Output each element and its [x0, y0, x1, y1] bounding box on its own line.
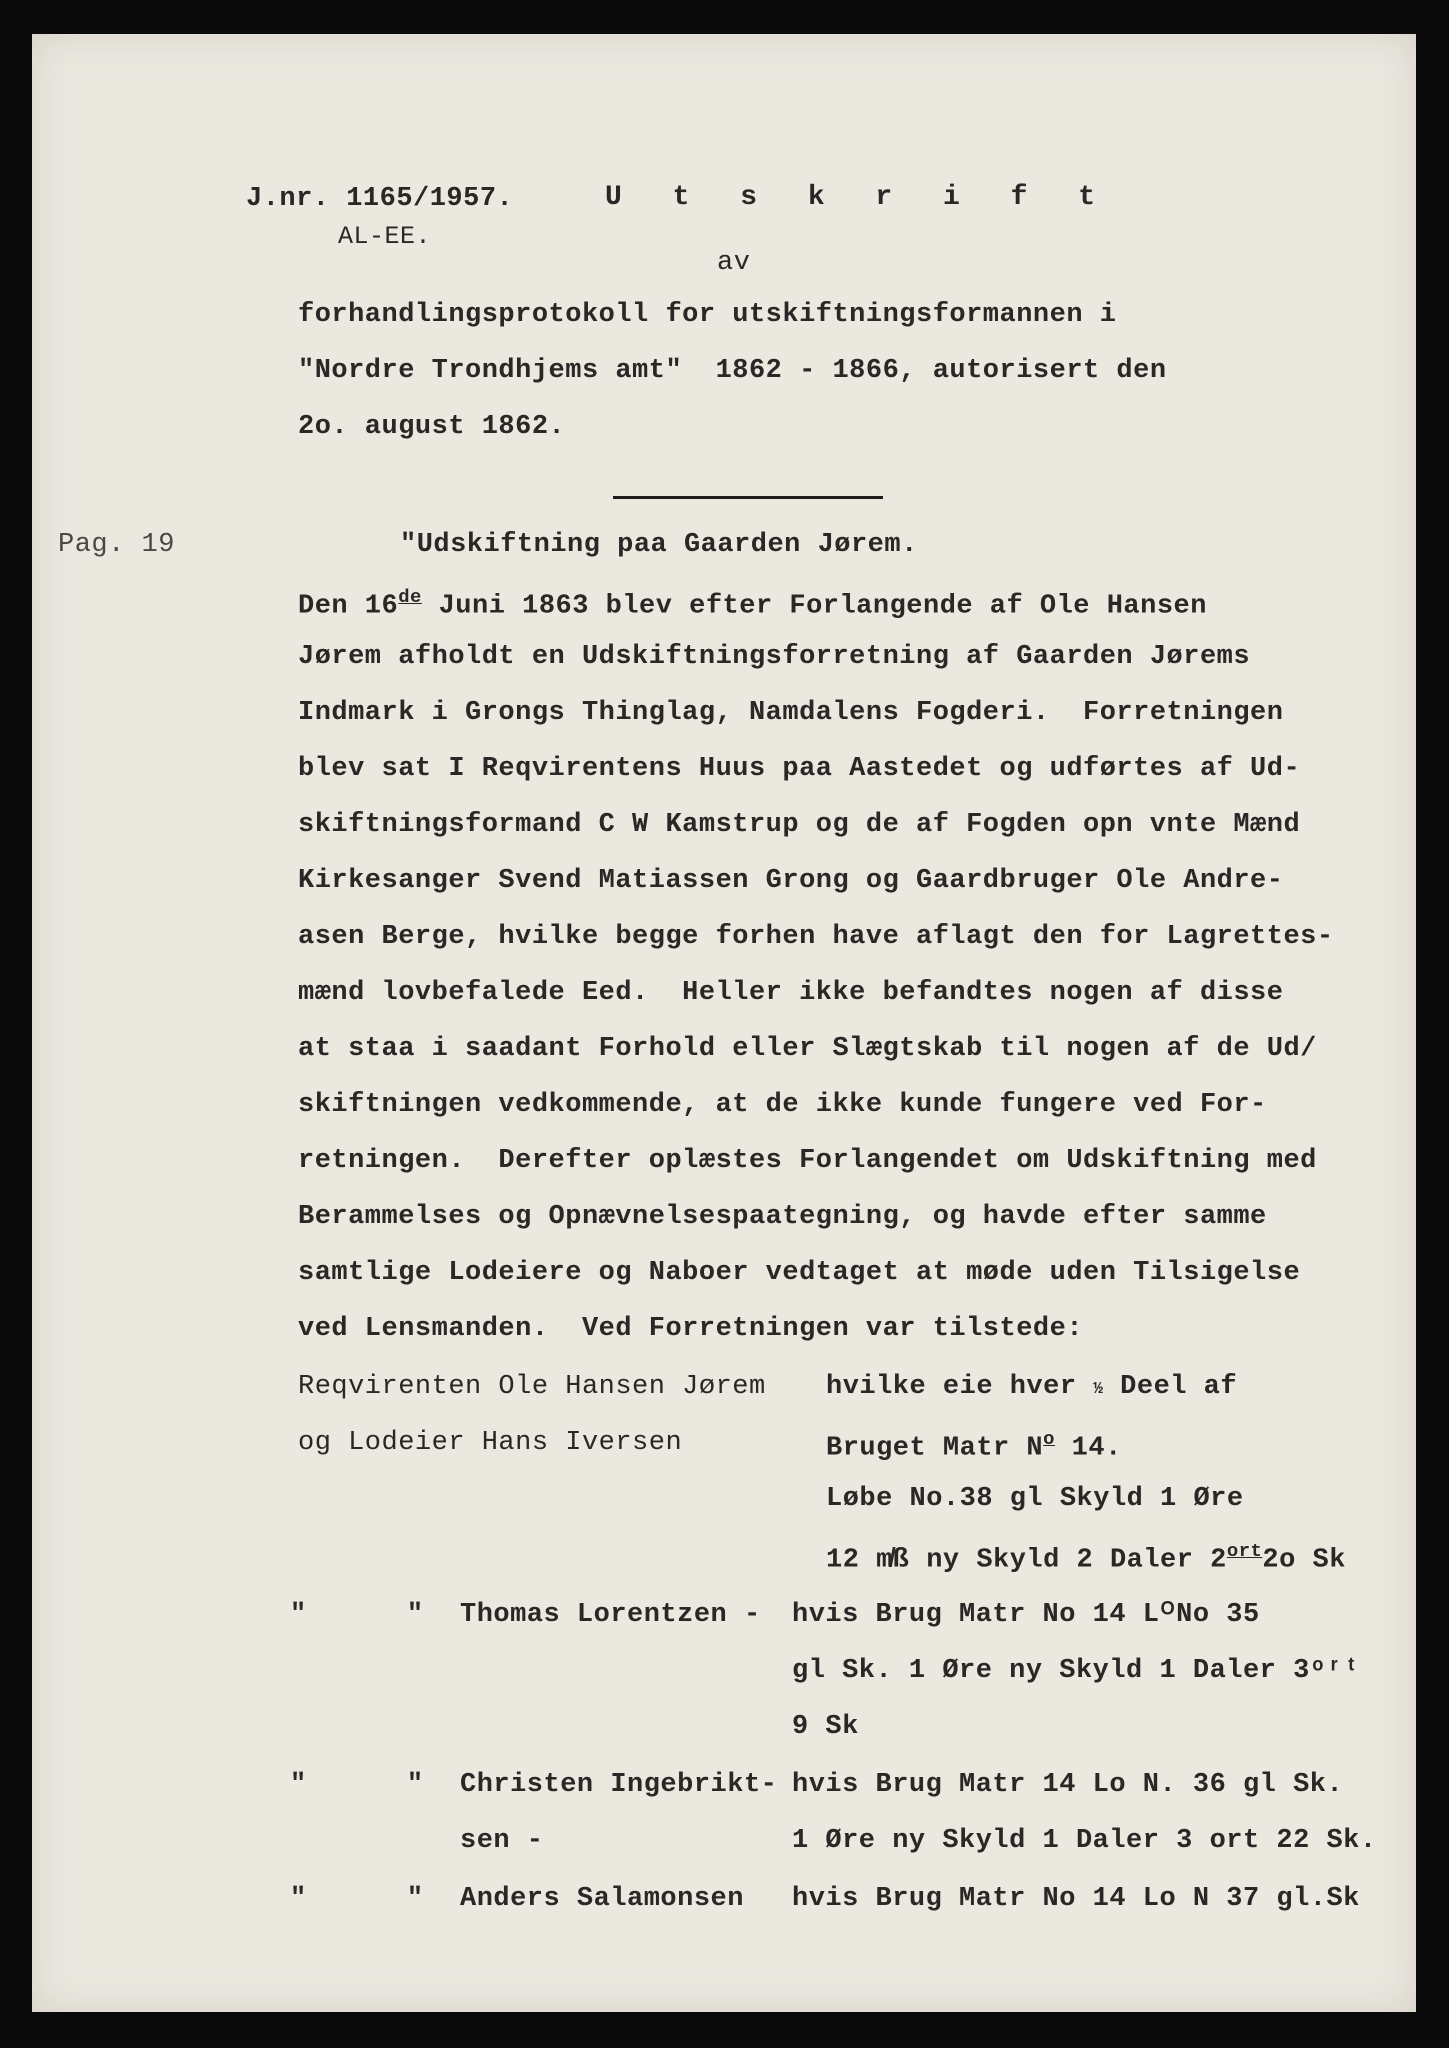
header-line-2: "Nordre Trondhjems amt" 1862 - 1866, autorisert den — [298, 356, 1167, 386]
body-line: Kirkesanger Svend Matiassen Grong og Gaardbruger Ole Andre- — [298, 866, 1284, 896]
body-line: skiftningsformand C W Kamstrup og de af Fogden opn vnte Mænd — [298, 810, 1301, 840]
document-title: U t s k r i f t — [605, 182, 1113, 213]
entry-detail: Løbe No.38 gl Skyld 1 Øre — [826, 1484, 1244, 1514]
entry-detail: hvis Brug Matr 14 Lo N. 36 gl Sk. — [792, 1770, 1344, 1800]
section-heading: "Udskiftning paa Gaarden Jørem. — [400, 530, 918, 560]
ditto-marks: " " — [290, 1600, 424, 1630]
journal-number: J.nr. 1165/1957. — [246, 184, 514, 214]
entry-detail: 9 Sk — [792, 1712, 859, 1742]
body-line: Jørem afholdt en Udskiftningsforretning af Gaarden Jørems — [298, 642, 1251, 672]
body-line: Berammelses og Opnævnelsespaategning, og havde efter samme — [298, 1202, 1267, 1232]
entry-party: Christen Ingebrikt- — [460, 1770, 778, 1800]
title-av: av — [717, 248, 751, 278]
body-line: samtlige Lodeiere og Naboer vedtaget at møde uden Tilsigelse — [298, 1258, 1301, 1288]
entry-detail: Bruget Matr $N^o$ 14. — [826, 1428, 1122, 1464]
signature-code: AL-EE. — [338, 222, 432, 251]
separator-rule — [613, 496, 883, 499]
entry-detail: hvis Brug Matr No 14 LᴼNo 35 — [792, 1600, 1260, 1630]
body-line: ved Lensmanden. Ved Forretningen var tilstede: — [298, 1314, 1084, 1344]
body-line: skiftningen vedkommende, at de ikke kunde fungere ved For- — [298, 1090, 1267, 1120]
entry-detail: gl Sk. 1 Øre ny Skyld 1 Daler 3ᵒʳᵗ — [792, 1656, 1360, 1686]
body-line: mænd lovbefalede Eed. Heller ikke befandtes nogen af disse — [298, 978, 1284, 1008]
entry-detail: 12 m̸ß ny Skyld 2 Daler $2^{ort}2o$ Sk — [826, 1540, 1346, 1576]
body-line: retningen. Derefter oplæstes Forlangendet om Udskiftning med — [298, 1146, 1317, 1176]
ditto-marks: " " — [290, 1884, 424, 1914]
body-line: Indmark i Grongs Thinglag, Namdalens Fogderi. Forretningen — [298, 698, 1284, 728]
margin-page-note: Pag. 19 — [58, 530, 175, 560]
entry-detail: hvis Brug Matr No 14 Lo N 37 gl.Sk — [792, 1884, 1360, 1914]
document-page — [32, 34, 1416, 2012]
body-line: blev sat I Reqvirentens Huus paa Aastedet og udførtes af Ud- — [298, 754, 1301, 784]
entry-detail: 1 Øre ny Skyld 1 Daler 3 ort 22 Sk. — [792, 1826, 1377, 1856]
body-line: asen Berge, hvilke begge forhen have aflagt den for Lagrettes- — [298, 922, 1334, 952]
entry-party: sen - — [460, 1826, 544, 1856]
entry-party: og Lodeier Hans Iversen — [298, 1428, 683, 1458]
body-line: Den 16de Juni 1863 blev efter Forlangende af Ole Hansen — [298, 586, 1207, 622]
header-line-3: 2o. august 1862. — [298, 412, 566, 442]
ditto-marks: " " — [290, 1770, 424, 1800]
body-line: at staa i saadant Forhold eller Slægtskab til nogen af de Ud/ — [298, 1034, 1317, 1064]
entry-party: Thomas Lorentzen - — [460, 1600, 761, 1630]
entry-party: Anders Salamonsen — [460, 1884, 744, 1914]
header-line-1: forhandlingsprotokoll for utskiftningsformannen i — [298, 300, 1117, 330]
entry-detail: hvilke eie hver ½ Deel af — [826, 1372, 1238, 1402]
entry-party: Reqvirenten Ole Hansen Jørem — [298, 1372, 766, 1402]
